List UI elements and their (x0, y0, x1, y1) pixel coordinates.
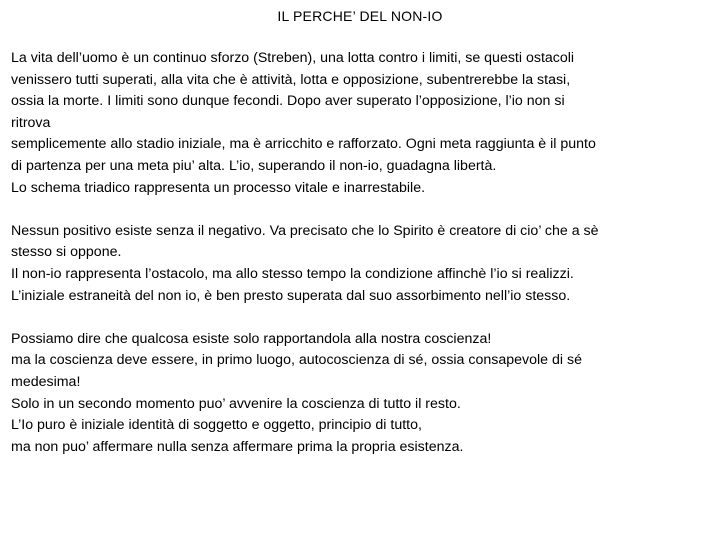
text-line: L’Io puro è iniziale identità di soggetto e oggetto, principio di tutto, (11, 417, 422, 434)
text-line: Nessun positivo esiste senza il negativo. Va precisato che lo Spirito è creatore di cio’ che a sè (11, 222, 599, 239)
text-line: Il non-io rappresenta l’ostacolo, ma allo stesso tempo la condizione affinchè l’io si realizzi. (11, 265, 574, 282)
text-line: La vita dell’uomo è un continuo sforzo (Streben), una lotta contro i limiti, se questi ostacoli (11, 50, 575, 66)
text-line: ossia la morte. I limiti sono dunque fecondi. Dopo aver superato l’opposizione, l’io non si (11, 93, 565, 110)
slide-title: IL PERCHE’ DEL NON-IO (277, 8, 443, 24)
text-line: Possiamo dire che qualcosa esiste solo rapportandola alla nostra coscienza! (11, 330, 492, 347)
text-line: Solo in un secondo momento puo’ avvenire la coscienza di tutto il resto. (11, 395, 461, 412)
text-line: stesso si oppone. (11, 244, 122, 261)
text-line: semplicemente allo stadio iniziale, ma è arricchito e rafforzato. Ogni meta raggiunta è il punto (11, 136, 596, 153)
paragraph-3 (11, 329, 711, 459)
text-line: di partenza per una meta piu’ alta. L’io, superando il non-io, guadagna libertà. (11, 157, 497, 174)
paragraph-2 (11, 221, 711, 307)
text-line: ma non puo’ affermare nulla senza affermare prima la propria esistenza. (11, 438, 464, 455)
paragraph-1 (11, 48, 711, 199)
text-line: Lo schema triadico rappresenta un processo vitale e inarrestabile. (11, 179, 426, 196)
text-line: medesima! (11, 373, 81, 390)
slide-body (11, 48, 711, 480)
text-line: L’iniziale estraneità del non io, è ben presto superata dal suo assorbimento nell’io stesso. (11, 287, 571, 304)
text-line: ma la coscienza deve essere, in primo luogo, autocoscienza di sé, ossia consapevole di sé (11, 352, 582, 369)
text-line: venissero tutti superati, alla vita che è attività, lotta e opposizione, subentrerebbe la stasi, (11, 71, 571, 88)
text-line: ritrova (11, 114, 51, 131)
